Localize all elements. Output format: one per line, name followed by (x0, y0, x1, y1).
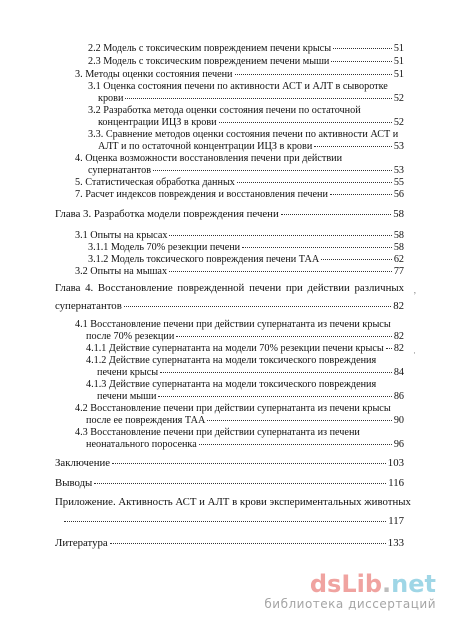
logo-lib: Lib (341, 570, 383, 598)
toc-entry-line1[interactable] (88, 105, 404, 117)
toc-entry-text: неонатального поросенка (86, 439, 197, 450)
toc-entry-text: Литература (55, 537, 108, 549)
toc-entry-text: Глава 4. Восстановление поврежденной печени при действии различных (55, 282, 404, 294)
toc-entry[interactable] (75, 177, 404, 189)
leader-dots (169, 271, 392, 272)
toc-entry-line2[interactable] (98, 93, 404, 105)
toc-chapter[interactable] (55, 537, 404, 549)
toc-entry-line2[interactable] (88, 165, 404, 177)
leader-dots (110, 543, 386, 544)
logo-ds: ds (309, 570, 342, 598)
toc-chapter-line2[interactable] (55, 300, 404, 312)
toc-page-number: 84 (393, 367, 404, 378)
toc-chapter-line1[interactable] (55, 282, 404, 294)
toc-entry-text: 2.3 Модель с токсическим повреждением печени мыши (88, 56, 330, 67)
toc-entry-line2[interactable] (97, 391, 404, 403)
toc-entry-text: 4.1.2 Действие супернатанта на модели токсического повреждения (86, 355, 377, 366)
scan-mark: , (413, 285, 416, 295)
leader-dots (153, 170, 392, 171)
toc-page-number: 62 (393, 254, 404, 265)
toc-entry[interactable] (75, 69, 404, 81)
toc-entry[interactable] (75, 230, 404, 242)
toc-entry-text: супернатантов (88, 165, 152, 176)
toc-entry-text: крови (98, 93, 124, 104)
toc-entry[interactable] (88, 56, 404, 68)
toc-entry-line1[interactable] (75, 153, 404, 165)
toc-chapter-line1[interactable] (55, 496, 411, 508)
toc-page-number: 52 (393, 93, 404, 104)
toc-entry-text: 4.1.3 Действие супернатанта на модели токсического повреждения (86, 379, 377, 390)
toc-page-number: 55 (393, 177, 404, 188)
toc-entry-text: 4. Оценка возможности восстановления печени при действии (75, 153, 343, 164)
toc-page-number: 58 (393, 242, 404, 253)
leader-dots (124, 306, 391, 307)
leader-dots (219, 122, 392, 123)
leader-dots (94, 483, 386, 484)
toc-page-number: 82 (393, 343, 404, 354)
toc-entry-line2[interactable] (86, 331, 404, 343)
toc-entry-line1[interactable] (75, 319, 404, 331)
leader-dots (64, 521, 386, 522)
toc-entry-text: после ее повреждения ТАА (86, 415, 206, 426)
toc-entry-text: 3.3. Сравнение методов оценки состояния печени по активности АСТ и (88, 129, 399, 140)
toc-entry-text: 4.1 Восстановление печени при действии супернатанта из печени крысы (75, 319, 391, 330)
leader-dots (321, 259, 392, 260)
toc-entry-text: супернатантов (55, 300, 122, 312)
toc-entry-text: 3. Методы оценки состояния печени (75, 69, 233, 80)
toc-entry[interactable] (88, 43, 404, 55)
toc-entry-line2[interactable] (86, 415, 404, 427)
leader-dots (330, 194, 392, 195)
toc-page-number: 103 (387, 457, 404, 469)
leader-dots (176, 336, 392, 337)
watermark-subtitle: библиотека диссертаций (264, 597, 436, 611)
toc-page-number: 51 (393, 69, 404, 80)
logo-net: net (391, 570, 436, 598)
toc-page-number: 82 (393, 300, 404, 312)
toc-page-number: 116 (388, 477, 404, 489)
toc-entry-text: печени мыши (97, 391, 157, 402)
toc-page-number: 58 (393, 230, 404, 241)
toc-page-number: 133 (387, 537, 404, 549)
toc-entry[interactable] (88, 242, 404, 254)
toc-page-number: 56 (393, 189, 404, 200)
leader-dots (169, 235, 391, 236)
toc-entry-text: 3.2 Разработка метода оценки состояния печени по остаточной (88, 105, 361, 116)
toc-page-number: 77 (393, 266, 404, 277)
toc-entry-text: Приложение. Активность АСТ и АЛТ в крови экспериментальных животных (55, 496, 411, 508)
toc-entry-text: Выводы (55, 477, 93, 489)
leader-dots (235, 74, 392, 75)
toc-page-number: 51 (393, 56, 404, 67)
leader-dots (386, 348, 392, 349)
toc-entry-line2[interactable] (97, 367, 404, 379)
toc-entry-text: 4.3 Восстановление печени при действии супернатанта из печени (75, 427, 360, 438)
leader-dots (158, 396, 391, 397)
toc-page-number: 51 (393, 43, 404, 54)
toc-entry-text: 3.1 Опыты на крысах (75, 230, 168, 241)
leader-dots (237, 182, 392, 183)
toc-entry-line2[interactable] (86, 439, 404, 451)
logo-dot: . (382, 570, 392, 598)
leader-dots (207, 420, 391, 421)
toc-page-number: 96 (393, 439, 404, 450)
toc-entry[interactable] (88, 254, 404, 266)
toc-entry-text: Глава 3. Разработка модели повреждения печени (55, 208, 279, 220)
toc-chapter[interactable] (55, 457, 404, 469)
toc-entry-text: после 70% резекции (86, 331, 175, 342)
toc-page-number: 82 (393, 331, 404, 342)
toc-entry-text: 4.2 Восстановление печени при действии супернатанта из печени крысы (75, 403, 391, 414)
toc-entry-text: 4.1.1 Действие супернатанта на модели 70% резекции печени крысы (86, 343, 384, 354)
toc-entry-text: 3.1 Оценка состояния печени по активности АСТ и АЛТ в сыворотке (88, 81, 388, 92)
toc-entry-line1[interactable] (75, 403, 404, 415)
toc-entry-text: 5. Статистическая обработка данных (75, 177, 235, 188)
toc-entry-line1[interactable] (88, 129, 404, 141)
toc-entry[interactable] (75, 266, 404, 278)
toc-entry-text: 3.1.2 Модель токсического повреждения печени ТАА (88, 254, 320, 265)
toc-page-number: 52 (393, 117, 404, 128)
toc-entry-text: 2.2 Модель с токсическим повреждением печени крысы (88, 43, 332, 54)
toc-entry-line2[interactable] (98, 117, 404, 129)
toc-entry-line1[interactable] (88, 81, 404, 93)
leader-dots (314, 146, 392, 147)
toc-chapter-line2[interactable] (62, 515, 404, 527)
toc-entry-line1[interactable] (86, 355, 404, 367)
leader-dots (333, 48, 392, 49)
toc-page-number: 53 (393, 165, 404, 176)
toc-entry-text: 7. Расчет индексов повреждения и восстановления печени (75, 189, 328, 200)
toc-page-number: 53 (393, 141, 404, 152)
leader-dots (112, 463, 386, 464)
toc-page-number: 86 (393, 391, 404, 402)
toc-page-number: 58 (393, 208, 404, 220)
leader-dots (160, 372, 392, 373)
leader-dots (199, 444, 392, 445)
toc-entry-text: печени крысы (97, 367, 159, 378)
toc-entry-text: 3.2 Опыты на мышах (75, 266, 168, 277)
leader-dots (125, 98, 391, 99)
toc-entry[interactable] (86, 343, 404, 355)
toc-entry[interactable] (75, 189, 404, 201)
watermark (264, 571, 436, 611)
scan-mark: · (413, 348, 416, 358)
toc-page-number: 117 (388, 515, 404, 527)
toc-entry-text: 3.1.1 Модель 70% резекции печени (88, 242, 241, 253)
leader-dots (242, 247, 392, 248)
toc-entry-text: Заключение (55, 457, 111, 469)
toc-page-number: 90 (393, 415, 404, 426)
toc-chapter[interactable] (55, 477, 404, 489)
toc-entry-text: АЛТ и по остаточной концентрации ИЦЗ в крови (98, 141, 313, 152)
toc-entry-line1[interactable] (86, 379, 404, 391)
leader-dots (281, 214, 391, 215)
toc-chapter[interactable] (55, 208, 404, 220)
toc-entry-line1[interactable] (75, 427, 404, 439)
leader-dots (331, 61, 391, 62)
toc-entry-text: концентрации ИЦЗ в крови (98, 117, 217, 128)
toc-entry-line2[interactable] (98, 141, 404, 153)
watermark-logo (264, 571, 436, 597)
